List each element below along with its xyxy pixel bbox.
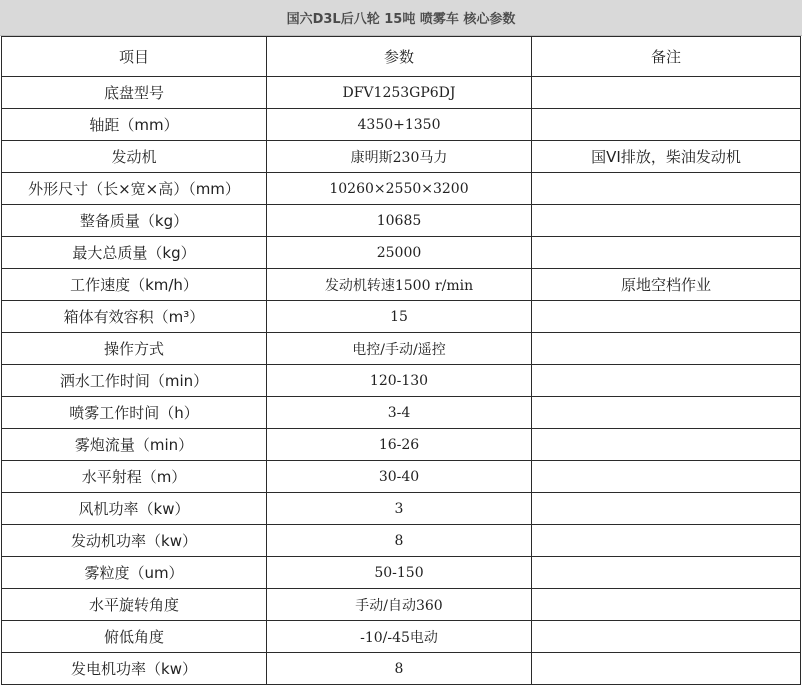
row-item: 风机功率（kw） xyxy=(2,493,267,525)
table-row xyxy=(2,461,801,493)
table-row xyxy=(2,333,801,365)
row-item: 发动机 xyxy=(2,141,267,173)
row-note xyxy=(532,525,801,557)
row-value: 4350+1350 xyxy=(267,109,532,141)
row-item: 发动机功率（kw） xyxy=(2,525,267,557)
row-note xyxy=(532,77,801,109)
table-header-row xyxy=(2,37,801,77)
row-item: 水平射程（m） xyxy=(2,461,267,493)
table-row xyxy=(2,525,801,557)
row-note xyxy=(532,653,801,685)
row-value: 25000 xyxy=(267,237,532,269)
row-note xyxy=(532,397,801,429)
table-row xyxy=(2,77,801,109)
row-note xyxy=(532,173,801,205)
row-item: 喷雾工作时间（h） xyxy=(2,397,267,429)
spec-table xyxy=(1,36,801,685)
row-item: 外形尺寸（长×宽×高）（mm） xyxy=(2,173,267,205)
row-note xyxy=(532,589,801,621)
row-item: 箱体有效容积（m³） xyxy=(2,301,267,333)
row-value: -10/-45电动 xyxy=(267,621,532,653)
table-row xyxy=(2,141,801,173)
table-row xyxy=(2,589,801,621)
row-note xyxy=(532,333,801,365)
row-item: 雾炮流量（min） xyxy=(2,429,267,461)
table-row xyxy=(2,237,801,269)
row-value: 手动/自动360 xyxy=(267,589,532,621)
table-row xyxy=(2,621,801,653)
table-title: 国六D3L后八轮 15吨 喷雾车 核心参数 xyxy=(0,0,802,36)
header-item: 项目 xyxy=(2,37,267,77)
row-item: 雾粒度（um） xyxy=(2,557,267,589)
row-note: 原地空档作业 xyxy=(532,269,801,301)
row-note xyxy=(532,557,801,589)
row-value: 8 xyxy=(267,653,532,685)
row-item: 洒水工作时间（min） xyxy=(2,365,267,397)
row-item: 发电机功率（kw） xyxy=(2,653,267,685)
table-row xyxy=(2,397,801,429)
row-value: 电控/手动/遥控 xyxy=(267,333,532,365)
table-row xyxy=(2,653,801,685)
row-note xyxy=(532,461,801,493)
row-value: 120-130 xyxy=(267,365,532,397)
row-item: 底盘型号 xyxy=(2,77,267,109)
table-row xyxy=(2,557,801,589)
row-note xyxy=(532,301,801,333)
row-note xyxy=(532,493,801,525)
row-note xyxy=(532,109,801,141)
row-value: 3-4 xyxy=(267,397,532,429)
row-item: 工作速度（km/h） xyxy=(2,269,267,301)
header-value: 参数 xyxy=(267,37,532,77)
header-note: 备注 xyxy=(532,37,801,77)
row-note xyxy=(532,365,801,397)
table-row xyxy=(2,493,801,525)
table-row xyxy=(2,301,801,333)
row-note xyxy=(532,429,801,461)
table-row xyxy=(2,173,801,205)
row-value: 康明斯230马力 xyxy=(267,141,532,173)
row-value: 10685 xyxy=(267,205,532,237)
row-item: 操作方式 xyxy=(2,333,267,365)
row-value: 50-150 xyxy=(267,557,532,589)
row-item: 轴距（mm） xyxy=(2,109,267,141)
row-item: 最大总质量（kg） xyxy=(2,237,267,269)
row-item: 整备质量（kg） xyxy=(2,205,267,237)
row-value: DFV1253GP6DJ xyxy=(267,77,532,109)
table-row xyxy=(2,109,801,141)
row-note xyxy=(532,621,801,653)
row-value: 发动机转速1500 r/min xyxy=(267,269,532,301)
row-note xyxy=(532,237,801,269)
table-row xyxy=(2,269,801,301)
row-item: 俯低角度 xyxy=(2,621,267,653)
row-value: 16-26 xyxy=(267,429,532,461)
row-value: 30-40 xyxy=(267,461,532,493)
row-value: 3 xyxy=(267,493,532,525)
row-note: 国VI排放，柴油发动机 xyxy=(532,141,801,173)
row-value: 8 xyxy=(267,525,532,557)
table-row xyxy=(2,205,801,237)
table-row xyxy=(2,365,801,397)
row-value: 15 xyxy=(267,301,532,333)
row-value: 10260×2550×3200 xyxy=(267,173,532,205)
table-row xyxy=(2,429,801,461)
row-item: 水平旋转角度 xyxy=(2,589,267,621)
row-note xyxy=(532,205,801,237)
